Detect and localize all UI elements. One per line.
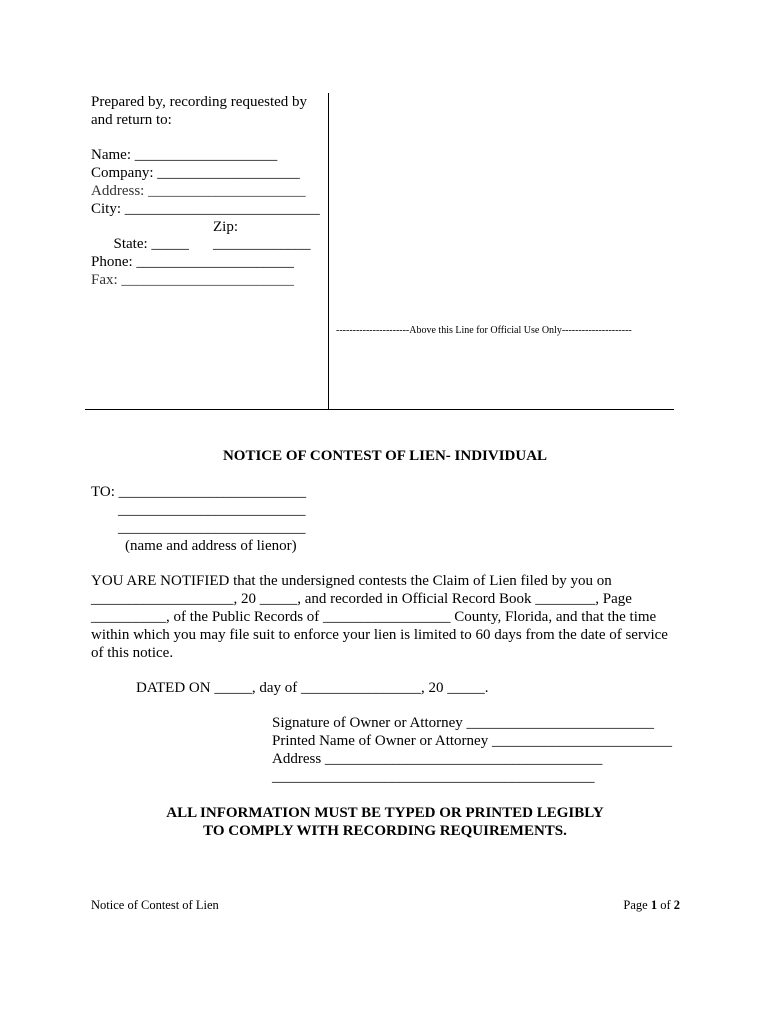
- notice-line: ALL INFORMATION MUST BE TYPED OR PRINTED LEGIBLY: [166, 805, 604, 821]
- dated-line: [136, 679, 488, 697]
- return-to-line: and return to:: [91, 111, 172, 128]
- printed-name-line: Printed Name of Owner or Attorney ________________________: [272, 733, 672, 749]
- recipient-blank-line: _________________________: [118, 520, 306, 536]
- notice-line: TO COMPLY WITH RECORDING REQUIREMENTS.: [203, 823, 567, 839]
- lienor-caption: (name and address of lienor): [125, 538, 297, 554]
- official-use-notice: ----------------------Above this Line for Official Use Only---------------------: [336, 325, 632, 336]
- address-line-2: ___________________________________________: [272, 769, 595, 785]
- company-field: Company: ___________________: [91, 165, 300, 182]
- phone-field: Phone: _____________________: [91, 254, 294, 271]
- prepared-by-line: Prepared by, recording requested by: [91, 94, 308, 110]
- signature-line: Signature of Owner or Attorney _________________________: [272, 715, 655, 731]
- signature-block: [272, 714, 672, 786]
- paragraph-line: YOU ARE NOTIFIED that the undersigned contests the Claim of Lien filed by you on: [91, 573, 612, 589]
- zip-field: _____________: [213, 236, 311, 253]
- spacer-line: [91, 130, 320, 148]
- state-field: State: _____: [113, 236, 189, 253]
- recipient-block: [91, 483, 306, 555]
- paragraph-line: of this notice.: [91, 645, 174, 661]
- dated-text: DATED ON _____, day of ________________, 20 _____.: [136, 680, 489, 696]
- city-field: City: __________________________: [91, 200, 320, 217]
- paragraph-line: __________, of the Public Records of _________________ County, Florida, and that the time: [91, 609, 657, 625]
- document-title: NOTICE OF CONTEST OF LIEN- INDIVIDUAL: [222, 448, 548, 464]
- recording-requirements-notice: [0, 804, 770, 840]
- name-field: Name: ___________________: [91, 147, 278, 164]
- paragraph-line: ___________________, 20 _____, and recorded in Official Record Book ________, Page: [91, 591, 632, 607]
- address-line: Address _____________________________________: [272, 751, 603, 767]
- vertical-divider: [328, 93, 329, 410]
- notice-paragraph: [91, 572, 668, 662]
- to-line: TO: _________________________: [91, 484, 307, 500]
- of-label: of: [660, 898, 671, 912]
- footer-title: Notice of Contest of Lien: [91, 898, 219, 912]
- paragraph-line: within which you may file suit to enforce your lien is limited to 60 days from the date of service: [91, 627, 668, 643]
- fax-field: Fax: _______________________: [91, 271, 294, 288]
- page-current: 1: [650, 898, 658, 912]
- page-number: [623, 898, 680, 913]
- recording-info-block: [91, 94, 320, 290]
- page-label: Page: [623, 898, 648, 912]
- recipient-blank-line: _________________________: [118, 502, 306, 518]
- horizontal-divider: [85, 409, 674, 410]
- state-zip-row: [91, 218, 320, 253]
- address-field: Address: _____________________: [91, 182, 306, 199]
- zip-label: Zip:: [213, 218, 238, 235]
- page-total: 2: [673, 898, 680, 912]
